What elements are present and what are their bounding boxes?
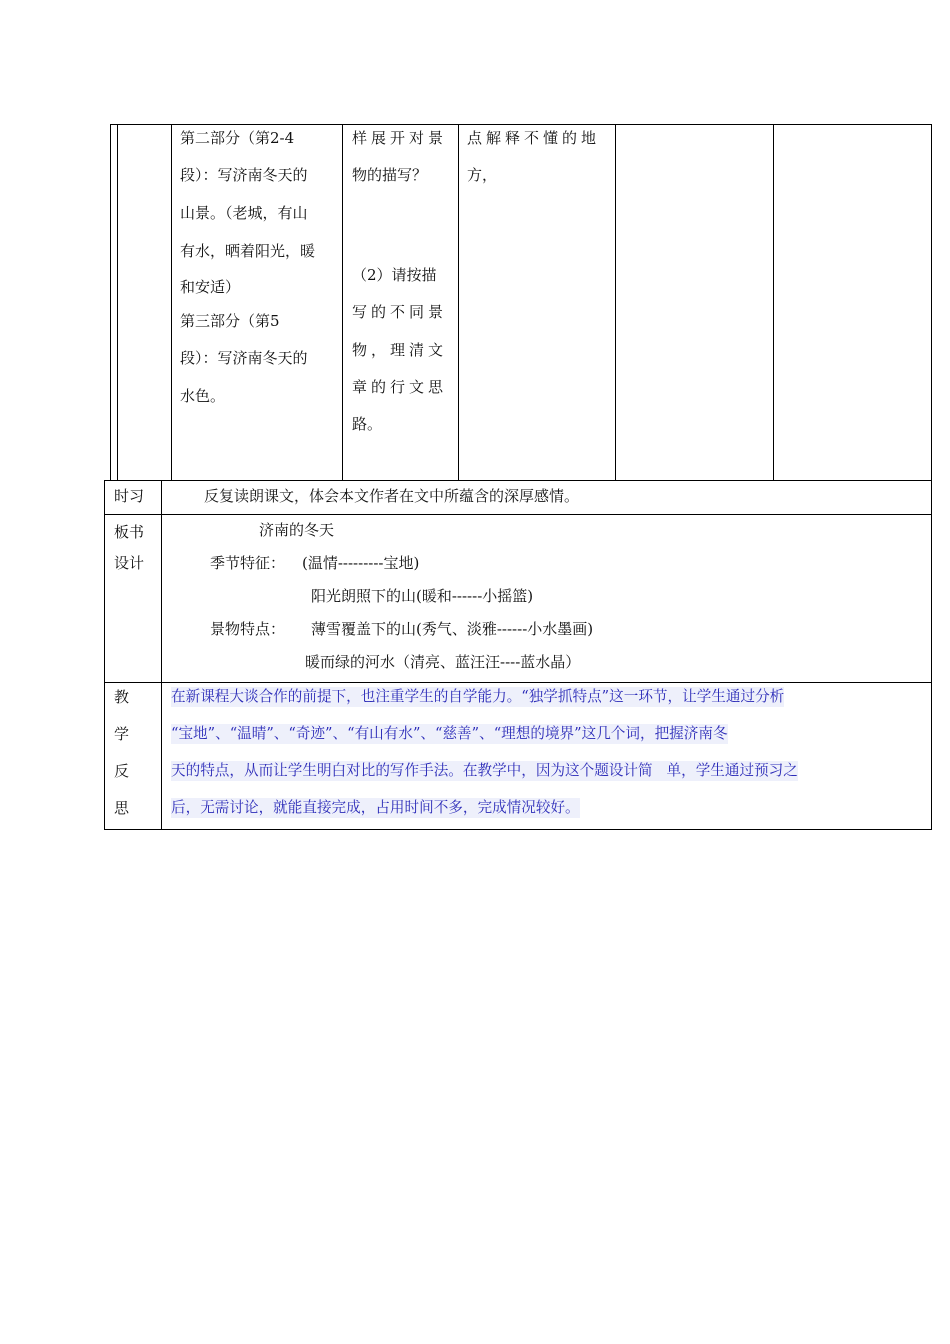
reflection-text-line: 后，无需讨论，就能直接完成，占用时间不多，完成情况较好。 [171, 799, 580, 816]
structure-line: 山景。（老城，有山 [180, 204, 308, 222]
structure-line: 段）：写济南冬天的 [180, 166, 308, 184]
top-table-divider-2 [342, 124, 343, 480]
top-table-divider-3 [458, 124, 459, 480]
season-label: 季节特征： [210, 554, 286, 572]
structure-line: 和安适） [180, 278, 241, 296]
explanation-line: 方， [467, 166, 498, 184]
reflection-label-char: 教 [114, 688, 130, 706]
structure-line: 段）：写济南冬天的 [180, 349, 308, 367]
bottom-table-label-divider [161, 480, 162, 830]
reflection-label-char: 思 [114, 799, 130, 817]
bottom-table-left-border [104, 480, 105, 830]
scene-line-3: 暖而绿的河水（清亮、蓝汪汪----蓝水晶） [305, 653, 581, 671]
question-line: 样展开对景 [352, 129, 448, 147]
structure-line: 水色。 [180, 387, 226, 405]
question-line: （2）请按描 [352, 266, 437, 284]
season-value: (温情---------宝地) [302, 554, 420, 572]
top-table-left-border-inner [117, 124, 118, 480]
reflection-label-char: 学 [114, 725, 130, 743]
top-table-left-border [110, 124, 111, 480]
row-divider-1 [104, 514, 932, 515]
board-label-line2: 设计 [114, 554, 145, 572]
top-table-divider-4 [615, 124, 616, 480]
explanation-line: 点解释不懂的地 [467, 129, 601, 147]
question-line: 物，理清文 [352, 341, 448, 359]
top-table-right-border [931, 124, 932, 480]
bottom-table-bottom-border [104, 829, 932, 830]
question-line: 写的不同景 [352, 303, 448, 321]
reflection-label-char: 反 [114, 762, 130, 780]
bottom-table-top-border [104, 480, 932, 481]
homework-label: 时习 [114, 487, 145, 505]
reflection-text-line: 天的特点，从而让学生明白对比的写作手法。在教学中，因为这个题设计简 单，学生通过预习之 [171, 762, 798, 779]
scene-line-2: 薄雪覆盖下的山(秀气、淡雅------小水墨画) [311, 620, 594, 638]
bottom-table-right-border [931, 480, 932, 830]
homework-text: 反复读朗课文，体会本文作者在文中所蕴含的深厚感情。 [204, 487, 580, 505]
board-title: 济南的冬天 [259, 521, 335, 539]
question-line: 路。 [352, 415, 383, 433]
structure-line: 第三部分（第5 [180, 312, 280, 330]
question-line: 章的行文思 [352, 378, 448, 396]
row-divider-2 [104, 682, 932, 683]
structure-line: 第二部分（第2-4 [180, 129, 295, 147]
top-table-divider-5 [773, 124, 774, 480]
scene-label: 景物特点： [210, 620, 286, 638]
top-table-top-border [110, 124, 932, 125]
top-table-divider-1 [171, 124, 172, 480]
reflection-text-line: 在新课程大谈合作的前提下，也注重学生的自学能力。“独学抓特点”这一环节，让学生通过分析 [171, 688, 785, 705]
structure-line: 有水，晒着阳光，暖 [180, 242, 316, 260]
board-label-line1: 板书 [114, 523, 145, 541]
scene-line-1: 阳光朗照下的山(暖和------小摇篮) [311, 587, 534, 605]
question-line: 物的描写？ [352, 166, 428, 184]
reflection-text-line: “宝地”、“温晴”、“奇迹”、“有山有水”、“慈善”、“理想的境界”这几个词，把握济南冬 [171, 725, 728, 742]
